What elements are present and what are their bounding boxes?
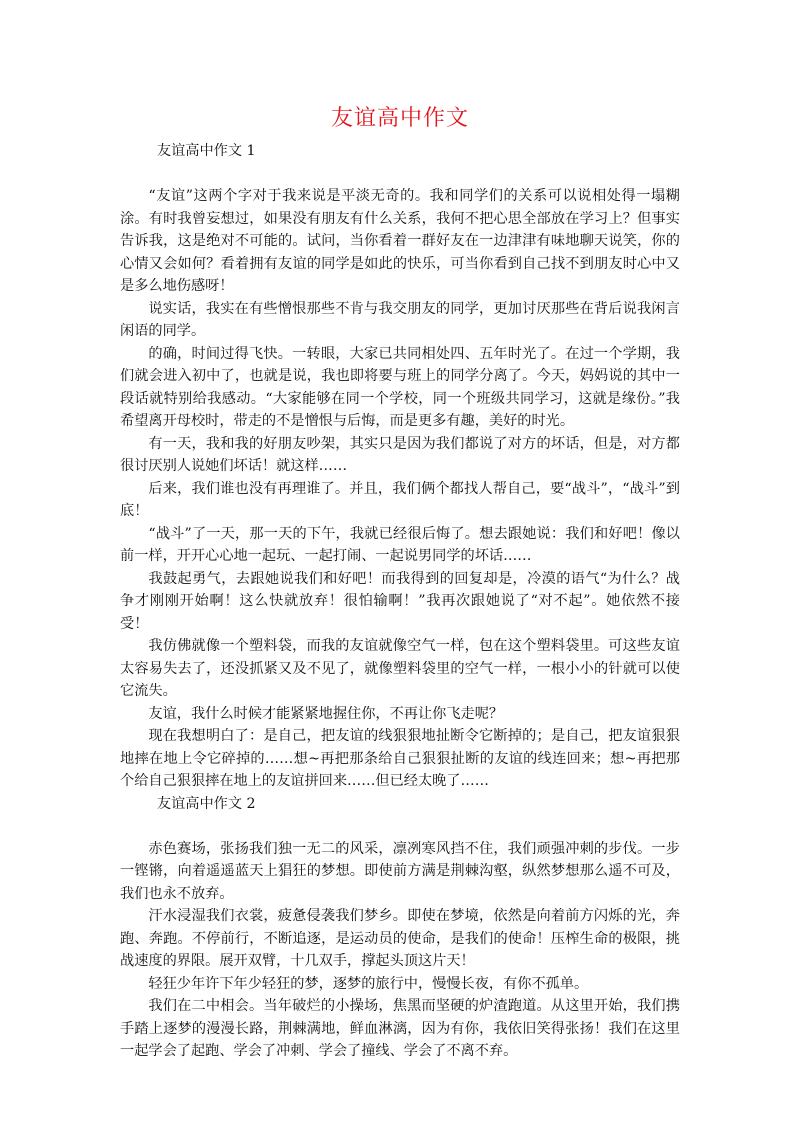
section-heading: 友谊高中作文 2: [156, 795, 256, 812]
paragraph: “战斗”了一天，那一天的下午，我就已经很后悔了。想去跟她说：我们和好吧！像以前一样，开开心心地一起玩、一起打闹、一起说男同学的坏话……: [120, 525, 680, 564]
paragraph: 我们在二中相会。当年破烂的小操场，焦黑而坚硬的炉渣跑道。从这里开始，我们携手踏上逐梦的漫漫长路，荆棘满地，鲜血淋漓，因为有你，我依旧笑得张扬！我们在这里一起学会了起跑、学会了冲刺、学会了撞线、学会了不离不弃。: [120, 998, 680, 1059]
paragraph: “友谊”这两个字对于我来说是平淡无奇的。我和同学们的关系可以说相处得一塌糊涂。有时我曾妄想过，如果没有朋友有什么关系，我何不把心思全部放在学习上？但事实告诉我，这是绝对不可能的。试问，当你看着一群好友在一边津津有味地聊天说笑，你的心情又会如何？看着拥有友谊的同学是如此的快乐，可当你看到自己找不到朋友时心中又是多么地伤感呀！: [120, 188, 680, 294]
paragraph: 汗水浸湿我们衣裳，疲惫侵袭我们梦乡。即使在梦境，依然是向着前方闪烁的光，奔跑、奔跑。不停前行，不断追逐，是运动员的使命，是我们的使命！压榨生命的极限，挑战速度的界限。展开双臂，十几双手，撑起头顶这片天！: [120, 908, 680, 969]
paragraph: 有一天，我和我的好朋友吵架，其实只是因为我们都说了对方的坏话，但是，对方都很讨厌别人说她们坏话！就这样……: [120, 435, 680, 474]
paragraph: 后来，我们谁也没有再理谁了。并且，我们俩个都找人帮自己，要“战斗”，“战斗”到底！: [120, 480, 680, 519]
paragraph: 友谊，我什么时候才能紧紧地握住你，不再让你飞走呢？: [148, 705, 504, 722]
paragraph: 的确，时间过得飞快。一转眼，大家已共同相处四、五年时光了。在过一个学期，我们就会进入初中了，也就是说，我也即将要与班上的同学分离了。今天，妈妈说的其中一段话就特别给我感动。“大家能够在同一个学校，同一个班级共同学习，这就是缘份。”我希望离开母校时，带走的不是憎恨与后悔，而是更多有趣，美好的时光。: [120, 345, 680, 429]
spacer: [120, 815, 680, 838]
paragraph: 我仿佛就像一个塑料袋，而我的友谊就像空气一样，包在这个塑料袋里。可这些友谊太容易失去了，还没抓紧又及不见了，就像塑料袋里的空气一样，一根小小的针就可以使它流失。: [120, 638, 680, 699]
spacer: [120, 163, 680, 186]
paragraph: 说实话，我实在有些憎恨那些不肯与我交朋友的同学，更加讨厌那些在背后说我闲言闲语的同学。: [120, 300, 680, 339]
section-heading: 友谊高中作文 1: [156, 143, 256, 159]
paragraph: 我鼓起勇气，去跟她说我们和好吧！而我得到的回复却是，冷漠的语气“为什么？战争才刚刚开始啊！这么快就放弃！很怕输啊！”我再次跟她说了“对不起”。她依然不接受！: [120, 570, 680, 632]
document-title: 友谊高中作文: [330, 106, 469, 131]
paragraph: 现在我想明白了：是自己，把友谊的线狠狠地扯断令它断掉的；是自己，把友谊狠狠地摔在地上令它碎掉的……想~再把那条给自己狠狠扯断的友谊的线连回来；想~再把那个给自己狠狠摔在地上的友谊拼回来……但已经太晚了……: [120, 728, 680, 789]
paragraph: 赤色赛场，张扬我们独一无二的风采，凛冽寒风挡不住，我们顽强冲刺的步伐。一步一铿锵，向着遥遥蓝天上猖狂的梦想。即使前方满是荆棘沟壑，纵然梦想那么遥不可及，我们也永不放弃。: [120, 840, 680, 902]
document-body: [120, 140, 680, 1063]
paragraph: 轻狂少年许下年少轻狂的梦，逐梦的旅行中，慢慢长夜，有你不孤单。: [148, 975, 589, 992]
